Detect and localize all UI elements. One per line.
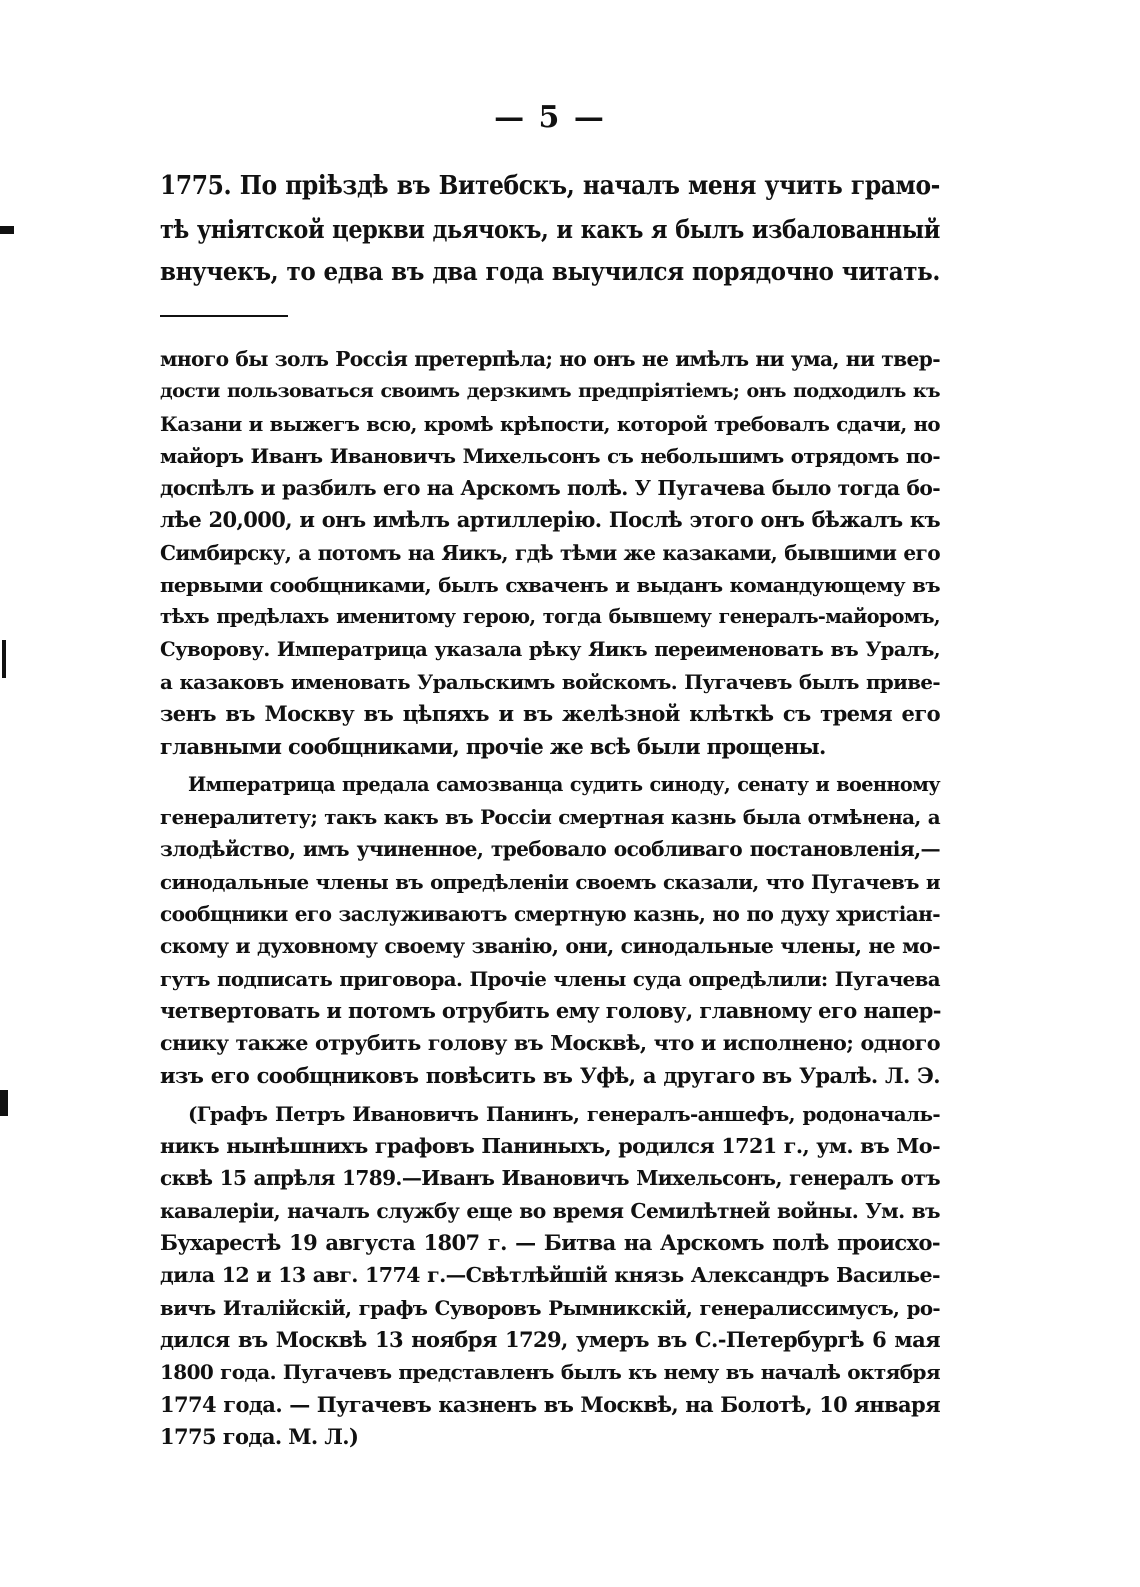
footnote-line: дился въ Москвѣ 13 ноября 1729, умеръ въ С.-Петербургѣ 6 мая xyxy=(160,1326,940,1352)
footnote-line: скому и духовному своему званiю, они, синодальные члены, не мо- xyxy=(160,934,940,959)
footnote-line: Казани и выжегъ всю, кромѣ крѣпости, которой требовалъ сдачи, но xyxy=(160,411,940,436)
main-text xyxy=(160,165,940,294)
footnote-paragraph xyxy=(160,343,940,763)
footnote-line: сообщники его заслуживаютъ смертную казнь, но по духу христiан- xyxy=(160,902,940,927)
footnote-line: а казаковъ именовать Уральскимъ войскомъ. Пугачевъ былъ приве- xyxy=(160,669,940,694)
footnote-line: снику также отрубить голову въ Москвѣ, что и исполнено; одного xyxy=(160,1031,940,1056)
footnote-line: генералитету; такъ какъ въ Россiи смертная казнь была отмѣнена, а xyxy=(160,805,940,830)
footnote-line: первыми сообщниками, былъ схваченъ и выданъ командующему въ xyxy=(160,573,940,598)
footnotes xyxy=(160,343,940,1459)
footnote-line: тѣхъ предѣлахъ именитому герою, тогда бывшему генералъ-майоромъ, xyxy=(160,605,940,629)
footnote-line: синодальные члены въ опредѣленiи своемъ сказали, что Пугачевъ и xyxy=(160,869,940,894)
scan-margin-mark xyxy=(0,226,14,234)
footnote-line: Суворову. Императрица указала рѣку Яикъ переименовать въ Уралъ, xyxy=(160,637,940,661)
footnote-line: (Графъ Петръ Ивановичъ Панинъ, генералъ-аншефъ, родоначаль- xyxy=(188,1101,940,1126)
footnote-line: дила 12 и 13 авг. 1774 г.—Свѣтлѣйшiй князь Александръ Василье- xyxy=(160,1263,940,1288)
footnote-line: дости пользоваться своимъ дерзкимъ предпрiятiемъ; онъ подходилъ къ xyxy=(160,380,940,403)
main-text-line: тѣ унiятской церкви дьячокъ, и какъ я былъ избалованный xyxy=(160,215,940,244)
footnote-line: лѣе 20,000, и онъ имѣлъ артиллерiю. Послѣ этого онъ бѣжалъ къ xyxy=(160,507,940,533)
footnote-line: 1800 года. Пугачевъ представленъ былъ къ нему въ началѣ октября xyxy=(160,1360,940,1385)
footnote-line: Симбирску, а потомъ на Яикъ, гдѣ тѣми же казаками, бывшими его xyxy=(160,540,940,565)
footnote-line: доспѣлъ и разбилъ его на Арскомъ полѣ. У Пугачева было тогда бо- xyxy=(160,476,940,501)
footnote-line: Императрица предала самозванца судить синоду, сенату и военному xyxy=(188,772,940,796)
footnote-paragraph xyxy=(160,769,940,1092)
footnote-line: четвертовать и потомъ отрубить ему голову, главному его напер- xyxy=(160,997,941,1023)
footnote-line: изъ его сообщниковъ повѣсить въ Уфѣ, а другаго въ Уралѣ. Л. Э. xyxy=(160,1062,940,1088)
footnote-line: Бухарестѣ 19 августа 1807 г. — Битва на Арскомъ полѣ происхо- xyxy=(160,1230,940,1256)
footnote-line: 1774 года. — Пугачевъ казненъ въ Москвѣ, на Болотѣ, 10 января xyxy=(160,1391,940,1417)
footnote-line: гутъ подписать приговора. Прочiе члены суда опредѣлили: Пугачева xyxy=(160,966,940,991)
footnote-line: 1775 года. М. Л.) xyxy=(160,1423,359,1449)
footnote-line: вичъ Италiйскiй, графъ Суворовъ Рымникскiй, генералиссимусъ, ро- xyxy=(160,1295,940,1320)
footnote-line: майоръ Иванъ Ивановичъ Михельсонъ съ небольшимъ отрядомъ по- xyxy=(160,443,940,468)
main-text-line: 1775. По прiѣздѣ въ Витебскъ, началъ меня учить грамо- xyxy=(160,171,940,201)
page-number: — 5 — xyxy=(494,100,606,135)
scan-margin-mark xyxy=(2,640,6,678)
scan-margin-mark xyxy=(0,1090,8,1116)
footnote-line: много бы золъ Россiя претерпѣла; но онъ не имѣлъ ни ума, ни твер- xyxy=(160,347,940,371)
footnote-line: главными сообщниками, прочiе же всѣ были прощены. xyxy=(160,733,826,759)
footnote-line: сквѣ 15 апрѣля 1789.—Иванъ Ивановичъ Михельсонъ, генералъ отъ xyxy=(160,1166,940,1191)
footnote-line: зенъ въ Москву въ цѣпяхъ и въ желѣзной клѣткѣ съ тремя его xyxy=(160,701,940,727)
main-text-line: внучекъ, то едва въ два года выучился порядочно читать. xyxy=(160,257,940,287)
footnote-paragraph xyxy=(160,1098,940,1453)
footnote-separator xyxy=(160,315,288,317)
footnote-line: кавалерiи, началъ службу еще во время Семилѣтней войны. Ум. въ xyxy=(160,1198,940,1223)
footnote-line: злодѣйство, имъ учиненное, требовало особливаго постановленiя,— xyxy=(160,837,940,862)
footnote-line: никъ нынѣшнихъ графовъ Паниныхъ, родился 1721 г., ум. въ Мо- xyxy=(160,1134,940,1159)
